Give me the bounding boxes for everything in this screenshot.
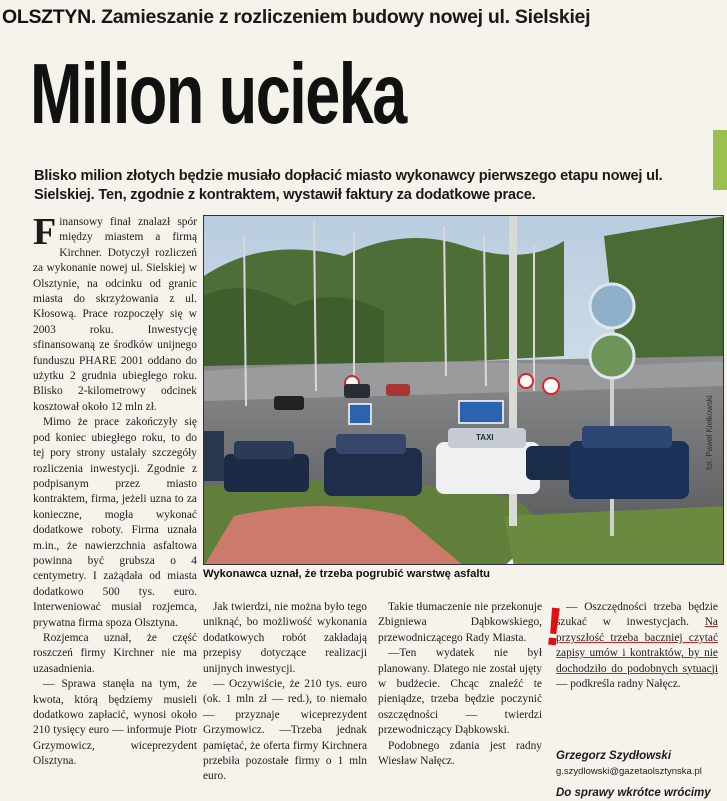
paragraph-1: Finansowy finał znalazł spór między miastem a firmą Kirchner. Dotyczył rozliczeń za wykonanie nowej ul. Sielskiej w Olsztynie, na odcinku od granic miasta do skrzyżowania z ul. Kłosową. Prace rozpoczęły się w 2003 roku. Inwestycję sfinansowaną ze środków unijnego funduszu PHARE 2001 oddano do użytku 2 grudnia ubiegłego roku. Blisko 2-kilometrowy odcinek kosztował około 12 mln zł.: [33, 211, 197, 413]
kicker-text: Zamieszanie z rozliczeniem budowy nowej ul. Sielskiej: [101, 6, 591, 28]
column-4: [556, 600, 718, 692]
author-name: Grzegorz Szydłowski: [556, 750, 672, 762]
column-3: [378, 600, 542, 769]
paragraph-2: — Oczywiście, że 210 tys. euro (ok. 1 mln zł — red.), to niemało — przyznaje wiceprezydent Grzymowicz. —Trzeba jednak pamiętać, że oferta firmy Kirchnera przebiła pozostałe firmy o 1 mln euro.: [203, 678, 367, 783]
headline: Milion ucieka: [30, 47, 406, 142]
photo-caption: Wykonawca uznał, że trzeba pogrubić warstwę asfaltu: [203, 568, 491, 580]
photo-credit: fot. Paweł Kiełkowski: [705, 395, 714, 470]
paragraph-4: — Sprawa stanęła na tym, że kwota, którą będziemy musieli dodatkowo zapłacić, wynosi około 210 tysięcy euro — informuje Piotr Grzymowicz, wiceprezydent Olsztyna.: [33, 678, 197, 768]
paragraph-2: Mimo że prace zakończyły się pod koniec ubiegłego roku, to do tej pory strony ustalały szczegóły rozliczenia inwestycji. Zgodnie z podpisanym przez miasto kontraktem, firma, jeżeli uzna to za konieczne, mogła wykonać dodatkowe roboty. Firma uznała m.in., że nawierzchnia asfaltowa powinna być grubsza o 4 centymetry. I zażądała od miasta dodatkowo 500 tys. euro. Interweniować musiał rozjemca, prywatna firma spoza Olsztyna.: [33, 416, 197, 629]
taxi-sign: TAXI: [476, 433, 494, 442]
highlighted-quote: Na przyszłość trzeba baczniej czytać zapisy umów i kontraktów, by nie dochodziło do podobnych sytuacji: [556, 616, 718, 675]
paragraph-3: Rozjemca uznał, że część roszczeń firmy Kirchner nie ma uzasadnienia.: [33, 631, 197, 675]
drop-cap: F: [33, 211, 57, 253]
column-1: [33, 211, 197, 770]
kicker-city: OLSZTYN.: [2, 6, 97, 28]
column-2: [203, 600, 367, 785]
quote-paragraph: — Oszczędności trzeba będzie szukać w inwestycjach. Na przyszłość trzeba baczniej czytać zapisy umów i kontraktów, by nie dochodziło do podobnych sytuacji — podkreśla radny Nałęcz.: [556, 601, 718, 691]
paragraph-1: Takie tłumaczenie nie przekonuje Zbigniewa Dąbkowskiego, przewodniczącego Rady Miasta.: [378, 601, 542, 644]
paragraph-2: —Ten wydatek nie był planowany. Dlatego nie został ujęty w budżecie. Chcąc znaleźć te pieniądze, trzeba będzie poczynić oszczędności — twierdzi przewodniczący Dąbkowski.: [378, 647, 542, 737]
author-email[interactable]: g.szydlowski@gazetaolsztynska.pl: [556, 766, 702, 777]
exclamation-mark-icon: !: [541, 596, 567, 658]
lead-paragraph: Blisko milion złotych będzie musiało dopłacić miasto wykonawcy pierwszego etapu nowej ul. Sielskiej. Ten, zgodnie z kontraktem, wystawił faktury za dodatkowe prace.: [34, 168, 663, 203]
paragraph-1: Jak twierdzi, nie można było tego uniknąć, bo możliwość wykonania dodatkowych robót zakładają przepisy dotyczące realizacji unijnych inwestycji.: [203, 601, 367, 675]
article-kicker: [2, 6, 590, 29]
paragraph-3: Podobnego zdania jest radny Wiesław Nałęcz.: [378, 739, 542, 768]
street-photo: [203, 215, 724, 565]
footer-kicker: Do sprawy wkrótce wrócimy: [556, 787, 711, 799]
